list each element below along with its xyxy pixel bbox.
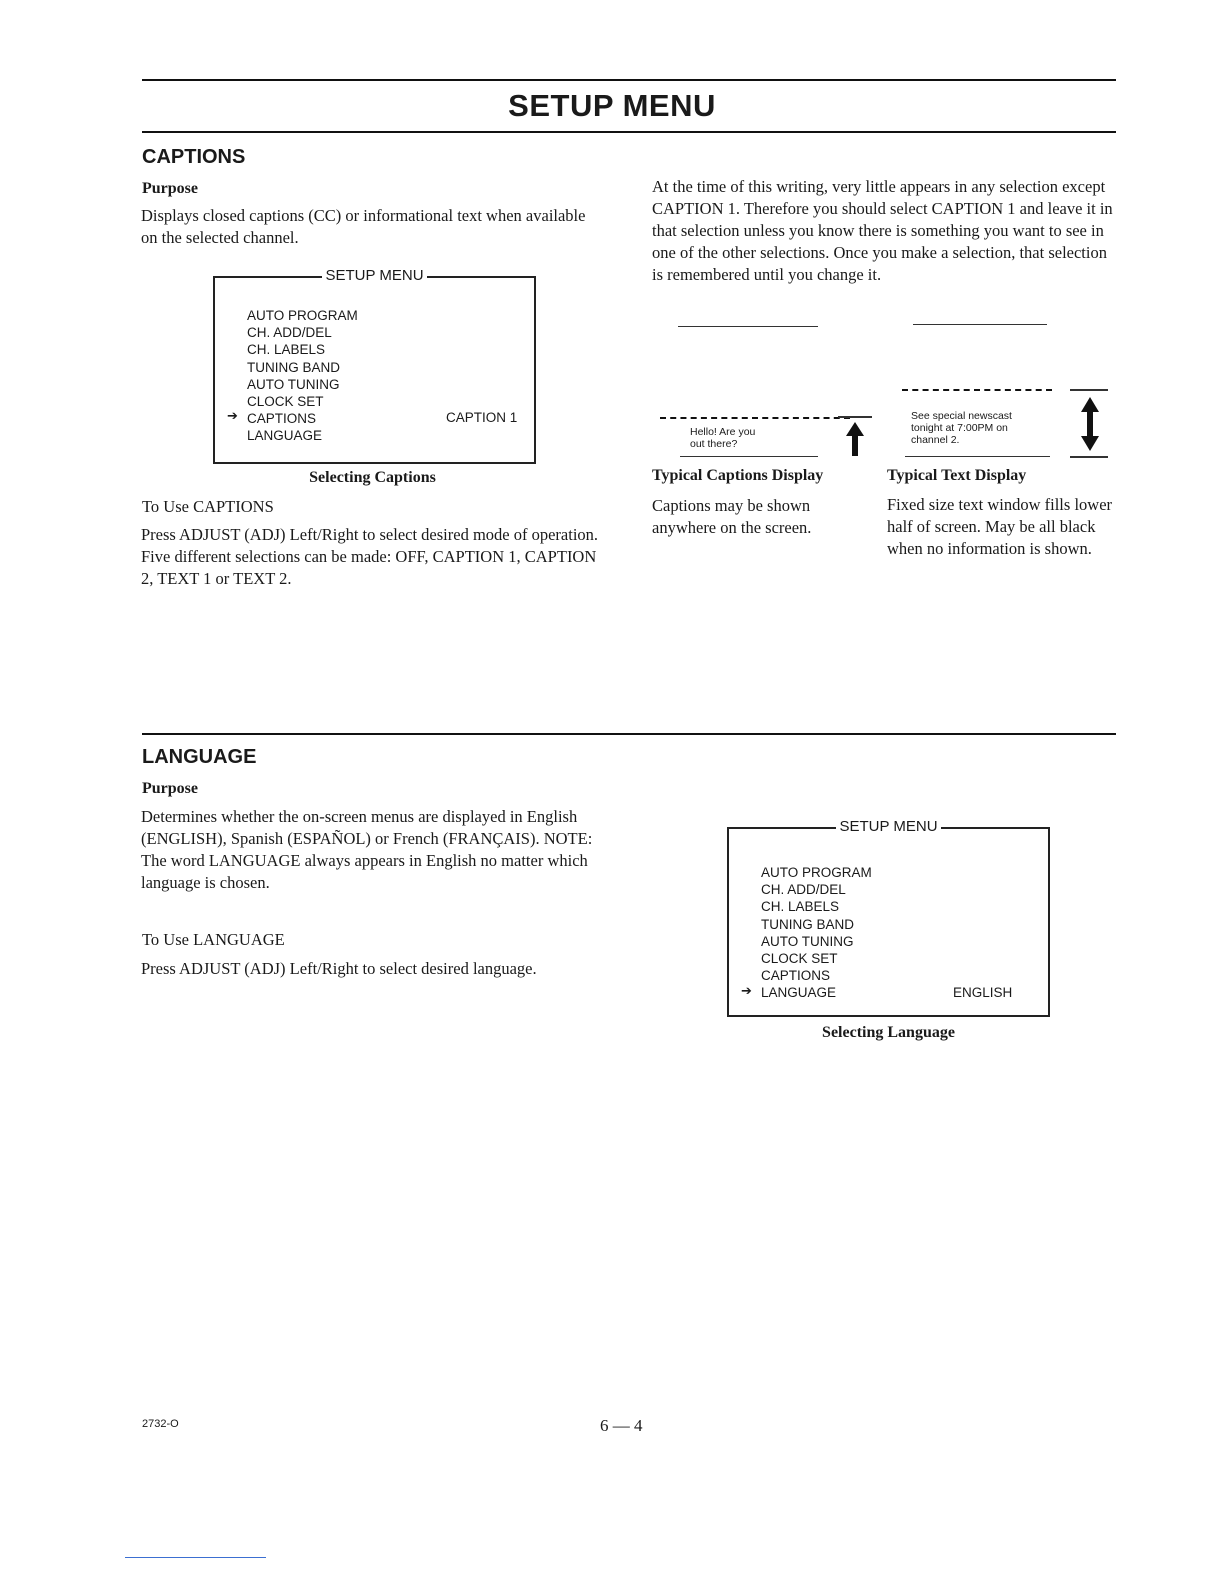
menu-item-language: LANGUAGE [247,428,323,444]
captions-note-text: At the time of this writing, very little appears in any selection except CAPTION 1. Therefore you should select CAPTION 1 and leave it in that selection unless you know there is something you want to see in one of the other selections. Once you make a selection, that selection is remembered until you change it. [652,177,1113,284]
captions-menu-title: SETUP MENU [215,267,534,285]
menu-item-captions: CAPTIONS [247,411,317,427]
language-purpose-label: Purpose [142,780,198,797]
language-purpose-text: Determines whether the on-screen menus are displayed in English (ENGLISH), Spanish (ESPAÑOL) or French (FRANÇAIS). NOTE: The word LANGUAGE always appears in English no matter which language is chosen. [141,807,593,892]
language-setup-menu [727,818,1050,1017]
menu-item-ch-labels: CH. LABELS [247,342,326,358]
menu-item-ch-add-del: CH. ADD/DEL [761,882,846,898]
text-screen-text-2: tonight at 7:00PM on [911,422,1008,434]
menu-item-clock-set: CLOCK SET [761,951,838,967]
captions-to-use-label: To Use CAPTIONS [142,497,274,516]
title-rule [142,131,1116,133]
captions-screen-text-2: out there? [690,438,738,450]
footer-code: 2732-O [142,1418,179,1430]
captions-to-use-text: Press ADJUST (ADJ) Left/Right to select desired mode of operation. Five different selections can be made: OFF, CAPTION 1, CAPTION 2, TEXT 1 or TEXT 2. [141,525,599,588]
top-rule [142,79,1116,81]
menu-item-ch-labels: CH. LABELS [761,899,840,915]
text-window-bottom [1070,456,1108,458]
text-display-desc: Fixed size text window fills lower half of screen. May be all black when no information is shown. [887,495,1113,558]
menu-item-auto-program: AUTO PROGRAM [247,308,358,323]
language-to-use-text: Press ADJUST (ADJ) Left/Right to select desired language. [141,959,537,978]
up-arrow-icon [845,422,865,456]
captions-screen-top [678,326,818,327]
language-heading: LANGUAGE [142,746,257,768]
captions-display-label: Typical Captions Display [652,467,824,484]
text-screen-text-3: channel 2. [911,434,960,446]
menu-item-auto-program: AUTO PROGRAM [761,865,872,880]
pointer-arrow-icon: ➔ [227,409,238,424]
menu-item-tuning-band: TUNING BAND [761,916,855,932]
menu-item-ch-add-del: CH. ADD/DEL [247,325,332,341]
language-menu-caption: Selecting Language [822,1024,955,1041]
page-title: SETUP MENU [508,88,716,123]
captions-dashed-line [660,417,850,419]
captions-purpose-text: Displays closed captions (CC) or informational text when available on the selected channel. [141,206,586,247]
captions-menu-caption: Selecting Captions [309,469,436,486]
language-rule [142,733,1116,735]
captions-screen-text-1: Hello! Are you [690,426,756,438]
menu-item-auto-tuning: AUTO TUNING [247,376,340,392]
menu-item-language: LANGUAGE [761,985,837,1001]
language-menu-title: SETUP MENU [729,818,1048,836]
menu-item-tuning-band: TUNING BAND [247,359,341,375]
footer-rule [125,1557,266,1558]
captions-setup-menu [213,267,536,464]
pointer-arrow-icon: ➔ [741,984,752,999]
menu-item-captions: CAPTIONS [761,968,831,984]
language-selected-value: ENGLISH [953,985,1013,1000]
language-menu-list [761,864,872,1002]
captions-solid-mark [838,416,872,418]
double-arrow-icon [1080,397,1100,451]
page-number: 6 — 4 [600,1416,643,1435]
captions-display-desc: Captions may be shown anywhere on the screen. [652,496,812,537]
menu-item-clock-set: CLOCK SET [247,394,324,410]
language-to-use-label: To Use LANGUAGE [142,930,285,949]
text-display-label: Typical Text Display [887,467,1027,484]
text-screen-text-1: See special newscast [911,410,1012,422]
captions-menu-list [247,307,358,445]
menu-item-auto-tuning: AUTO TUNING [761,933,854,949]
text-screen-bottom [905,456,1050,457]
text-window-top [1070,389,1108,391]
captions-purpose-label: Purpose [142,180,198,197]
text-dashed-line [902,389,1052,391]
captions-selected-value: CAPTION 1 [446,410,518,425]
captions-heading: CAPTIONS [142,146,246,168]
captions-screen-bottom [680,456,818,457]
text-screen-top [913,324,1047,325]
